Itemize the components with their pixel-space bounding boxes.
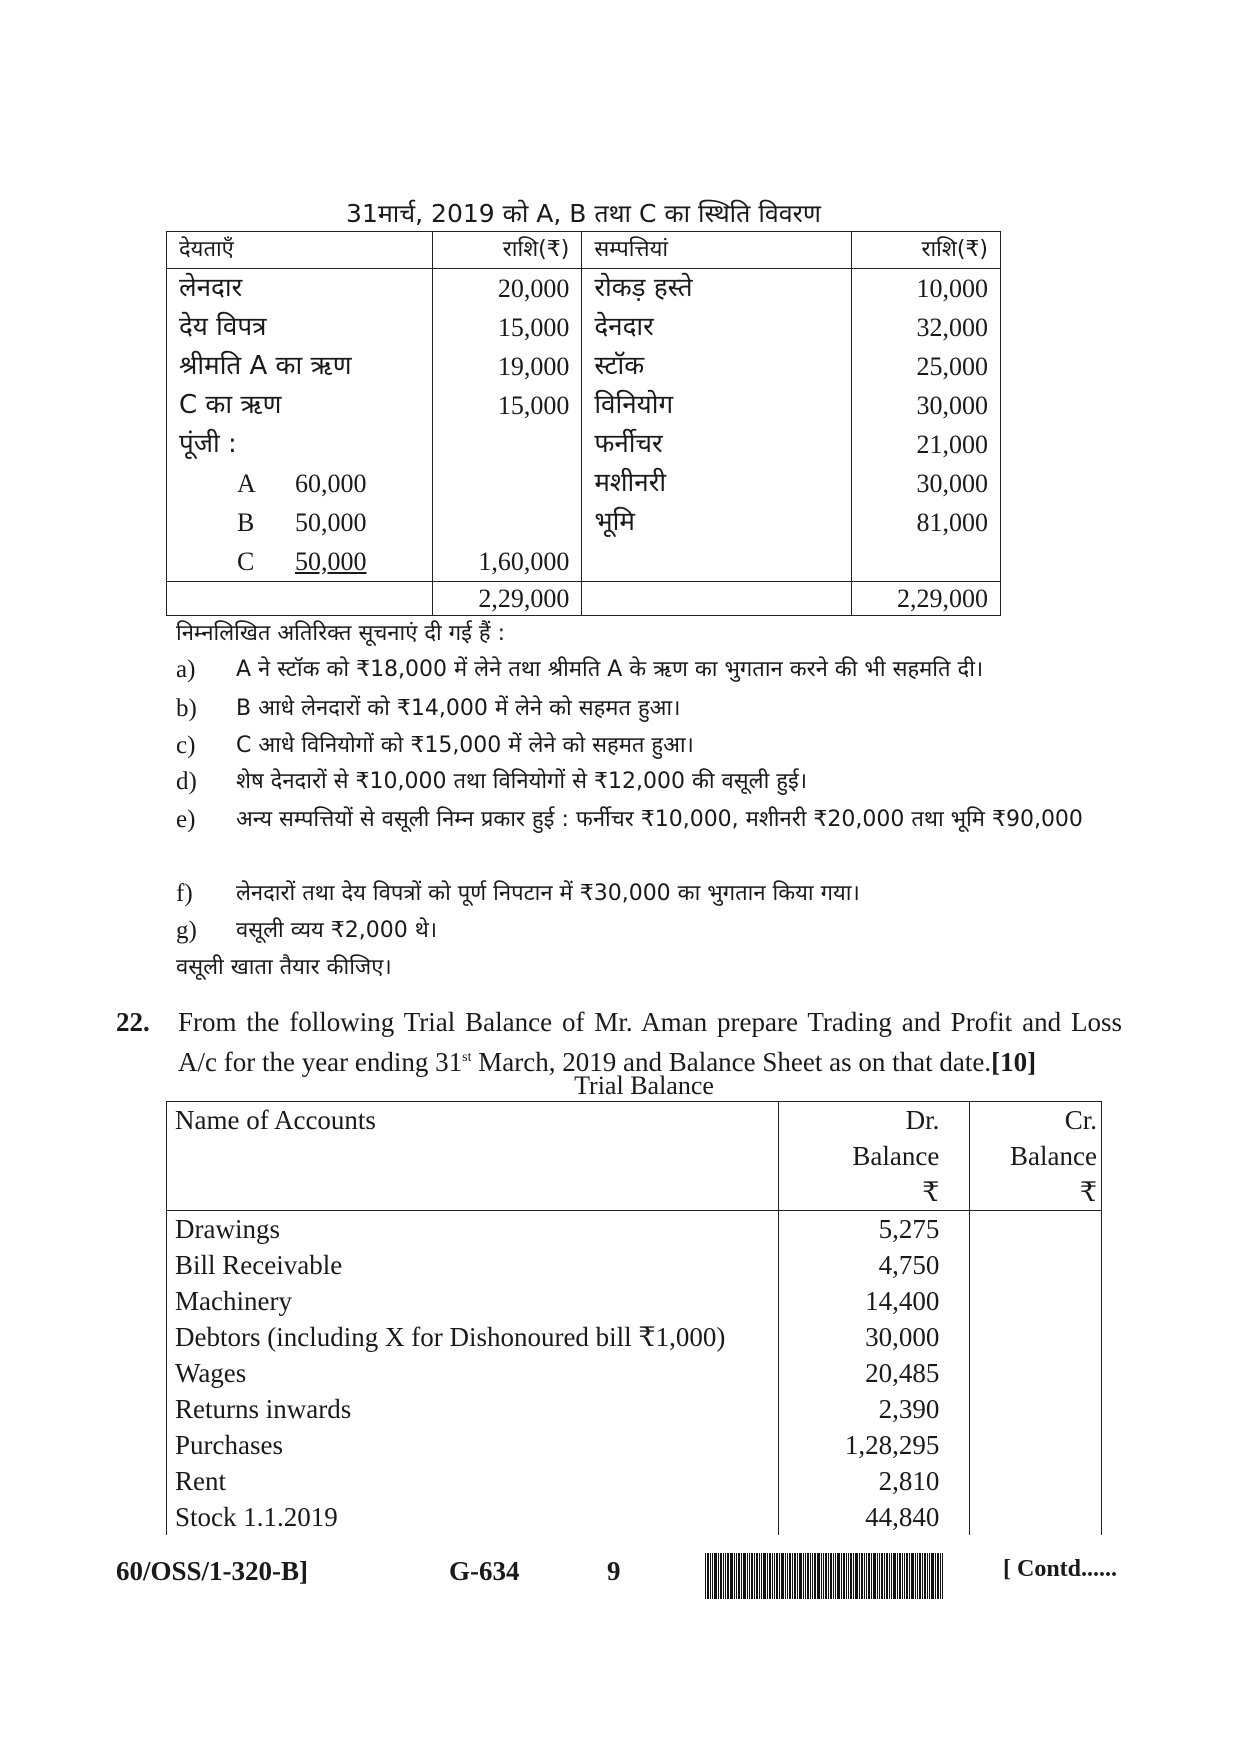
question-22	[116, 1004, 1122, 1080]
barcode-icon	[705, 1553, 973, 1599]
liability-name: लेनदार	[167, 269, 433, 309]
header-amount: राशि(₹)	[851, 232, 1000, 269]
partner-name: A	[237, 469, 256, 498]
item-text: शेष देनदारों से ₹10,000 तथा विनियोगों से ₹12,000 की वसूली हुई।	[236, 769, 808, 794]
barcode-bar	[725, 1553, 726, 1599]
barcode-bar	[915, 1553, 916, 1599]
item-label: d)	[176, 768, 197, 795]
barcode-bar	[871, 1553, 872, 1599]
asset-amount: 81,000	[851, 503, 1000, 542]
cr-amount	[970, 1391, 1102, 1427]
dr-amount: 44,840	[778, 1499, 969, 1535]
capital-total	[432, 464, 581, 503]
table-header-row	[167, 232, 1001, 269]
capital-entry	[167, 503, 433, 542]
barcode-bar	[833, 1553, 834, 1599]
partner-capital: 50,000	[295, 508, 367, 537]
barcode-bar	[919, 1553, 921, 1599]
table-row	[167, 1463, 1102, 1499]
barcode-bar	[861, 1553, 863, 1599]
dr-amount: 4,750	[778, 1247, 969, 1283]
barcode-bar	[853, 1553, 854, 1599]
asset-amount: 30,000	[851, 464, 1000, 503]
barcode-bar	[761, 1553, 762, 1599]
cr-amount	[970, 1499, 1102, 1535]
cr-amount	[970, 1463, 1102, 1499]
barcode-bar	[889, 1553, 890, 1599]
list-item	[176, 801, 1118, 840]
barcode-bar	[843, 1553, 845, 1599]
barcode-bar	[747, 1553, 748, 1599]
header-line: ₹	[922, 1177, 940, 1207]
asset-name: रोकड़ हस्ते	[582, 269, 851, 309]
table-row	[167, 1391, 1102, 1427]
barcode-bar	[749, 1553, 750, 1599]
series-code: G-634	[449, 1556, 520, 1586]
barcode-bar	[886, 1553, 888, 1599]
liability-name: श्रीमति A का ऋण	[167, 347, 433, 386]
barcode-bar	[785, 1553, 786, 1599]
account-name: Machinery	[167, 1283, 779, 1319]
barcode-bar	[902, 1553, 903, 1599]
barcode-bar	[825, 1553, 827, 1599]
asset-name: फर्नीचर	[582, 425, 851, 464]
item-text: लेनदारों तथा देय विपत्रों को पूर्ण निपटान में ₹30,000 का भुगतान किया गया।	[236, 881, 860, 906]
header-line: Dr.	[905, 1105, 940, 1135]
table-row	[167, 347, 1001, 386]
table-row	[167, 308, 1001, 347]
barcode-bar	[741, 1553, 742, 1599]
header-dr-balance	[778, 1102, 969, 1211]
barcode-bar	[830, 1553, 832, 1599]
barcode-bar	[705, 1553, 706, 1599]
barcode-bar	[817, 1553, 820, 1599]
barcode-bar	[759, 1553, 760, 1599]
asset-name: स्टॉक	[582, 347, 851, 386]
barcode-bar	[738, 1553, 740, 1599]
barcode-bar	[707, 1553, 709, 1599]
partner-name: C	[237, 547, 255, 576]
paper-code: 60/OSS/1-320-B]	[116, 1556, 309, 1586]
header-liabilities: देयताएँ	[167, 232, 433, 269]
barcode-bar	[911, 1553, 914, 1599]
superscript: st	[462, 1050, 472, 1065]
dr-amount: 2,810	[778, 1463, 969, 1499]
barcode-bar	[931, 1553, 934, 1599]
barcode-bar	[909, 1553, 910, 1599]
liability-name: C का ऋण	[167, 386, 433, 425]
liability-name: पूंजी :	[167, 425, 433, 464]
barcode-bar	[763, 1553, 766, 1599]
capital-row	[167, 503, 1001, 542]
asset-amount: 21,000	[851, 425, 1000, 464]
cr-amount	[970, 1247, 1102, 1283]
barcode-bar	[814, 1553, 816, 1599]
account-name: Bill Receivable	[167, 1247, 779, 1283]
barcode-bar	[797, 1553, 798, 1599]
liability-name: देय विपत्र	[167, 308, 433, 347]
list-item	[176, 727, 1118, 766]
barcode-bar	[792, 1553, 793, 1599]
table-row	[167, 1211, 1102, 1248]
asset-amount: 32,000	[851, 308, 1000, 347]
partner-capital: 60,000	[295, 469, 367, 498]
barcode-bar	[754, 1553, 755, 1599]
task-instruction: वसूली खाता तैयार कीजिए।	[176, 955, 392, 980]
barcode-bar	[846, 1553, 847, 1599]
account-name: Drawings	[167, 1211, 779, 1248]
asset-name: भूमि	[582, 503, 851, 542]
barcode-bar	[897, 1553, 898, 1599]
asset-amount: 25,000	[851, 347, 1000, 386]
liability-amount: 20,000	[432, 269, 581, 309]
barcode-bar	[736, 1553, 737, 1599]
cr-amount	[970, 1283, 1102, 1319]
barcode-bar	[769, 1553, 771, 1599]
barcode-bar	[848, 1553, 849, 1599]
liability-amount: 15,000	[432, 386, 581, 425]
table-row	[167, 1283, 1102, 1319]
table-row	[167, 269, 1001, 309]
barcode-bar	[935, 1553, 936, 1599]
barcode-bar	[841, 1553, 842, 1599]
item-label: g)	[176, 917, 197, 944]
barcode-bar	[937, 1553, 939, 1599]
dr-amount: 2,390	[778, 1391, 969, 1427]
dr-amount: 30,000	[778, 1319, 969, 1355]
barcode-bar	[730, 1553, 733, 1599]
asset-name: मशीनरी	[582, 464, 851, 503]
list-item	[176, 912, 1118, 951]
barcode-bar	[877, 1553, 878, 1599]
balance-sheet-title: 31मार्च, 2019 को A, B तथा C का स्थिति विवरण	[346, 199, 821, 228]
item-label: a)	[176, 656, 196, 683]
barcode-bar	[922, 1553, 923, 1599]
barcode-bar	[899, 1553, 901, 1599]
notes-heading: निम्नलिखित अतिरिक्त सूचनाएं दी गई हैं :	[176, 621, 505, 646]
account-name: Wages	[167, 1355, 779, 1391]
balance-sheet-table	[166, 231, 1001, 616]
barcode-bar	[712, 1553, 713, 1599]
list-item	[176, 763, 1118, 802]
liability-amount: 15,000	[432, 308, 581, 347]
barcode-bar	[835, 1553, 836, 1599]
barcode-bar	[727, 1553, 729, 1599]
account-name: Returns inwards	[167, 1391, 779, 1427]
barcode-bar	[799, 1553, 802, 1599]
account-name: Purchases	[167, 1427, 779, 1463]
account-name: Stock 1.1.2019	[167, 1499, 779, 1535]
header-line: Balance	[1010, 1141, 1097, 1171]
barcode-bar	[734, 1553, 735, 1599]
dr-amount: 5,275	[778, 1211, 969, 1248]
question-text	[178, 1004, 1122, 1080]
barcode-bar	[743, 1553, 746, 1599]
barcode-bar	[884, 1553, 885, 1599]
table-row	[167, 1319, 1102, 1355]
question-text-part: From the following Trial Balance of Mr. Aman prepare Trading and Profit and Loss A/c for the year ending 31	[178, 1007, 1122, 1077]
barcode-bar	[927, 1553, 928, 1599]
barcode-bar	[823, 1553, 824, 1599]
barcode-bar	[942, 1553, 943, 1599]
marks: [10]	[991, 1047, 1037, 1077]
barcode-bar	[714, 1553, 717, 1599]
question-text-part: March, 2019 and Balance Sheet as on that date.	[471, 1047, 992, 1077]
barcode-bar	[794, 1553, 796, 1599]
barcode-bar	[787, 1553, 788, 1599]
barcode-bar	[810, 1553, 811, 1599]
barcode-bar	[805, 1553, 806, 1599]
barcode-bar	[772, 1553, 773, 1599]
header-line: Cr.	[1064, 1105, 1097, 1135]
barcode-bar	[864, 1553, 865, 1599]
trial-balance-table	[166, 1101, 1102, 1535]
barcode-bar	[821, 1553, 822, 1599]
barcode-bar	[718, 1553, 719, 1599]
barcode-bar	[774, 1553, 775, 1599]
asset-name	[582, 542, 851, 582]
barcode-bar	[891, 1553, 892, 1599]
dr-amount: 14,400	[778, 1283, 969, 1319]
barcode-bar	[855, 1553, 858, 1599]
asset-name: विनियोग	[582, 386, 851, 425]
continued-label: [ Contd......	[1003, 1556, 1118, 1582]
barcode-bar	[906, 1553, 908, 1599]
barcode-bar	[828, 1553, 829, 1599]
capital-entry	[167, 464, 433, 503]
barcode-bar	[710, 1553, 711, 1599]
page-number: 9	[607, 1556, 621, 1586]
table-header-row	[167, 1102, 1102, 1211]
table-row	[167, 1427, 1102, 1463]
item-text: अन्य सम्पत्तियों से वसूली निम्न प्रकार हुई : फर्नीचर ₹10,000, मशीनरी ₹20,000 तथा भूमि ₹90,000	[236, 807, 1083, 832]
item-label: b)	[176, 695, 197, 722]
item-text: वसूली व्यय ₹2,000 थे।	[236, 918, 438, 943]
table-row	[167, 1355, 1102, 1391]
barcode-bar	[850, 1553, 852, 1599]
item-text: C आधे विनियोगों को ₹15,000 में लेने को सहमत हुआ।	[236, 733, 694, 758]
barcode-bar	[924, 1553, 926, 1599]
partner-capital: 50,000	[295, 547, 367, 576]
barcode-bar	[776, 1553, 778, 1599]
total-liabilities: 2,29,000	[432, 582, 581, 616]
capital-row	[167, 464, 1001, 503]
barcode-bar	[767, 1553, 768, 1599]
liability-amount: 19,000	[432, 347, 581, 386]
header-amount: राशि(₹)	[432, 232, 581, 269]
header-assets: सम्पत्तियां	[582, 232, 851, 269]
header-name-of-accounts: Name of Accounts	[167, 1102, 779, 1211]
table-row	[167, 425, 1001, 464]
dr-amount: 20,485	[778, 1355, 969, 1391]
cr-amount	[970, 1319, 1102, 1355]
cr-amount	[970, 1355, 1102, 1391]
barcode-bar	[751, 1553, 753, 1599]
cr-amount	[970, 1427, 1102, 1463]
dr-amount: 1,28,295	[778, 1427, 969, 1463]
trial-balance-title: Trial Balance	[574, 1071, 714, 1100]
header-line: ₹	[1079, 1177, 1097, 1207]
item-label: e)	[176, 806, 196, 833]
blank-cell	[582, 582, 851, 616]
barcode-bar	[837, 1553, 840, 1599]
barcode-bar	[917, 1553, 918, 1599]
barcode-bar	[789, 1553, 791, 1599]
blank-cell	[167, 582, 433, 616]
account-name: Debtors (including X for Dishonoured bill ₹1,000)	[167, 1319, 779, 1355]
liability-amount	[432, 425, 581, 464]
asset-amount: 10,000	[851, 269, 1000, 309]
cr-amount	[970, 1211, 1102, 1248]
barcode-bar	[929, 1553, 930, 1599]
barcode-bar	[893, 1553, 896, 1599]
barcode-bar	[859, 1553, 860, 1599]
barcode-bar	[812, 1553, 813, 1599]
barcode-bar	[723, 1553, 724, 1599]
barcode-bar	[904, 1553, 905, 1599]
list-item	[176, 651, 1118, 690]
capital-total: 1,60,000	[432, 542, 581, 582]
list-item	[176, 875, 1118, 914]
item-label: f)	[176, 880, 193, 907]
table-row	[167, 1247, 1102, 1283]
barcode-bar	[779, 1553, 780, 1599]
partner-name: B	[237, 508, 255, 537]
total-assets: 2,29,000	[851, 582, 1000, 616]
header-line: Balance	[852, 1141, 940, 1171]
item-text: A ने स्टॉक को ₹18,000 में लेने तथा श्रीमति A के ऋण का भुगतान करने की भी सहमति दी।	[236, 657, 984, 682]
header-cr-balance	[970, 1102, 1102, 1211]
asset-name: देनदार	[582, 308, 851, 347]
table-row	[167, 1499, 1102, 1535]
account-name: Rent	[167, 1463, 779, 1499]
barcode-bar	[879, 1553, 880, 1599]
capital-entry	[167, 542, 433, 582]
barcode-bar	[720, 1553, 722, 1599]
barcode-bar	[881, 1553, 883, 1599]
capital-total	[432, 503, 581, 542]
asset-amount	[851, 542, 1000, 582]
question-number: 22.	[116, 1007, 150, 1037]
barcode-bar	[756, 1553, 758, 1599]
table-row	[167, 386, 1001, 425]
barcode-bar	[807, 1553, 809, 1599]
asset-amount: 30,000	[851, 386, 1000, 425]
barcode-bar	[868, 1553, 870, 1599]
barcode-bar	[803, 1553, 804, 1599]
total-row	[167, 582, 1001, 616]
barcode-bar	[866, 1553, 867, 1599]
barcode-bar	[781, 1553, 784, 1599]
item-label: c)	[176, 732, 196, 759]
list-item	[176, 690, 1118, 729]
item-text: B आधे लेनदारों को ₹14,000 में लेने को सहमत हुआ।	[236, 696, 681, 721]
capital-row	[167, 542, 1001, 582]
barcode-bar	[940, 1553, 941, 1599]
barcode-bar	[873, 1553, 876, 1599]
